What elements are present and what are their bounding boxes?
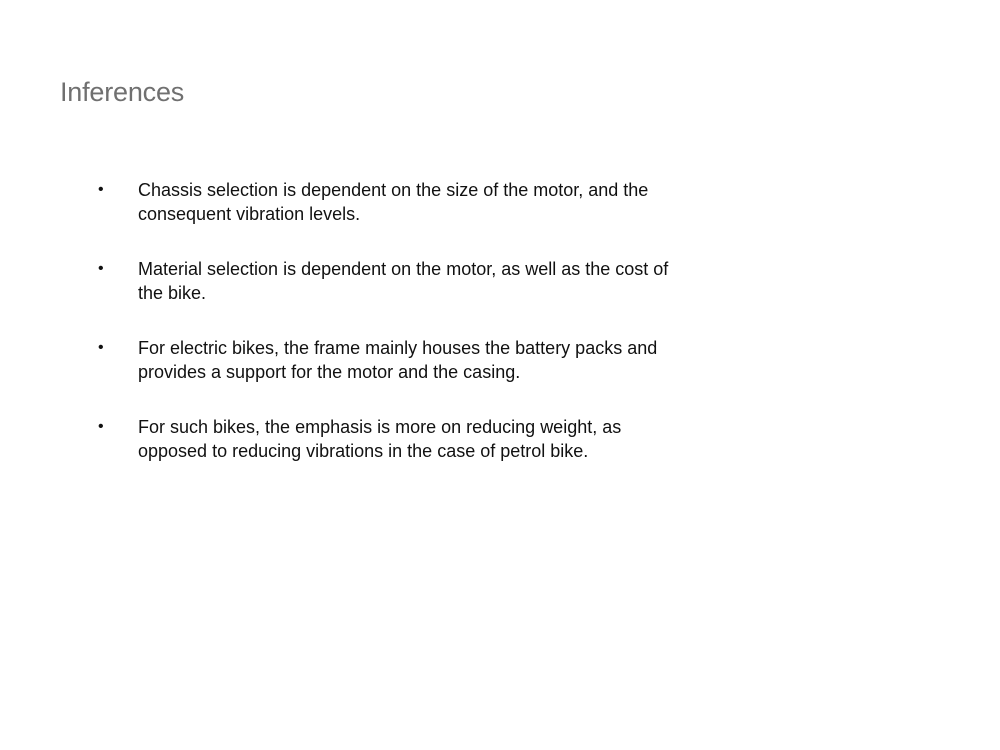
bullet-list: [98, 178, 678, 494]
slide-title: Inferences: [60, 77, 185, 107]
bullet-icon: •: [98, 339, 104, 356]
bullet-text: For electric bikes, the frame mainly houses the battery packs and provides a support for the motor and the casing.: [138, 338, 658, 382]
bullet-icon: •: [98, 260, 104, 277]
list-item: [98, 415, 678, 463]
list-item: [98, 257, 678, 305]
bullet-icon: •: [98, 181, 104, 198]
list-item: [98, 178, 678, 226]
bullet-icon: •: [98, 418, 104, 435]
bullet-text: Material selection is dependent on the motor, as well as the cost of the bike.: [138, 259, 669, 303]
list-item: [98, 336, 678, 384]
bullet-text: Chassis selection is dependent on the size of the motor, and the consequent vibration levels.: [138, 180, 649, 224]
bullet-text: For such bikes, the emphasis is more on reducing weight, as opposed to reducing vibrations in the case of petrol bike.: [138, 417, 622, 461]
